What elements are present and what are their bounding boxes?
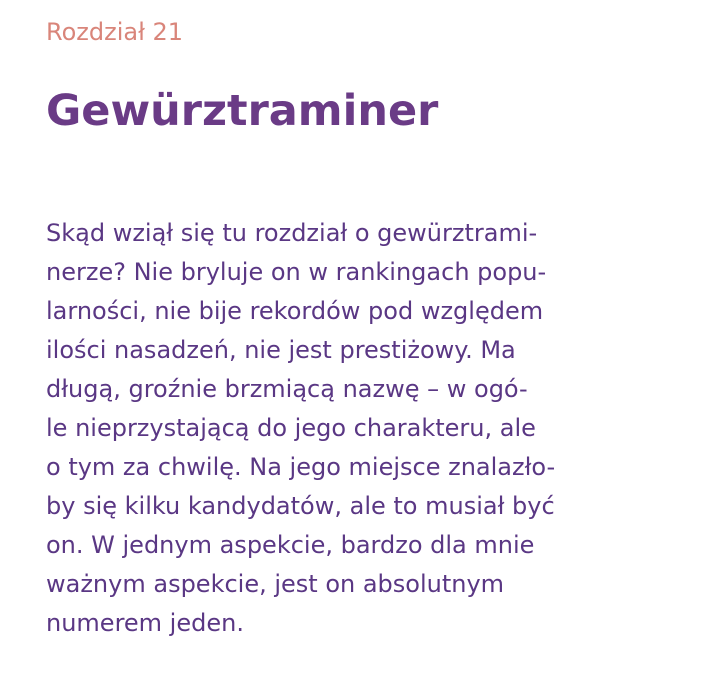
paragraph-line: Skąd wziął się tu rozdział o gewürztrami-	[46, 219, 538, 247]
paragraph-line: larności, nie bije rekordów pod względem	[46, 297, 544, 325]
paragraph-line: długą, groźnie brzmiącą nazwę – w ogó-	[46, 375, 528, 403]
paragraph-line: nerze? Nie bryluje on w rankingach popu-	[46, 258, 547, 286]
paragraph-line: le nieprzystającą do jego charakteru, ale	[46, 414, 536, 442]
paragraph-line: ważnym aspekcie, jest on absolutnym	[46, 570, 505, 598]
chapter-paragraph	[46, 214, 686, 643]
chapter-number: Rozdział 21	[46, 18, 184, 46]
paragraph-line: ilości nasadzeń, nie jest prestiżowy. Ma	[46, 336, 516, 364]
chapter-title: Gewürztraminer	[46, 86, 439, 136]
paragraph-line: numerem jeden.	[46, 609, 244, 637]
paragraph-line: on. W jednym aspekcie, bardzo dla mnie	[46, 531, 535, 559]
paragraph-line: o tym za chwilę. Na jego miejsce znalazło-	[46, 453, 556, 481]
paragraph-line: by się kilku kandydatów, ale to musiał być	[46, 492, 555, 520]
